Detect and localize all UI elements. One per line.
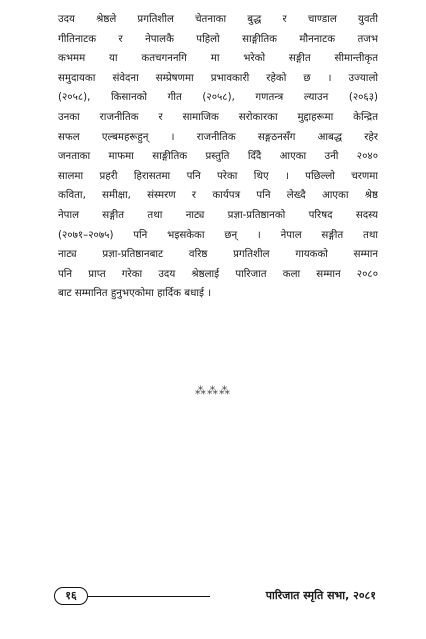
body-line: सालमा प्रहरी हिरासतमा पनि परेका थिए । पछिल्लो चरणमा (58, 170, 378, 182)
page-footer (54, 587, 374, 609)
body-line: उदय श्रेष्ठले प्रगतिशील चेतनाका बुद्ध र चाण्डाल युवती (58, 14, 378, 25)
body-line: बाट सम्मानित हुनुभएकोमा हार्दिक बधाई । (58, 288, 212, 300)
body-line: नेपाल सङ्गीत तथा नाट्य प्रज्ञा-प्रतिष्ठानको परिषद सदस्य (58, 209, 378, 221)
body-line: गीतिनाटक र नेपालकै पहिलो साङ्गीतिक मौननाटक तजभ (58, 33, 378, 45)
body-line: पनि प्राप्त गरेका उदय श्रेष्ठलाई पारिजात कला सम्मान २०८० (58, 268, 378, 280)
page-number: १६ (54, 587, 88, 605)
section-ornament: ⁂⁂⁂ (195, 384, 231, 397)
body-line: कविता, समीक्षा, संस्मरण र कार्यपत्र पनि लेख्दै आएका श्रेष्ठ (58, 190, 378, 202)
body-line: (२०७१–२०७५) पनि भइसकेका छन् । नेपाल सङ्गीत तथा (58, 229, 378, 241)
body-line: समुदायका संवेदना सम्प्रेषणमा प्रभावकारी रहेको छ । उज्यालो (58, 72, 378, 84)
body-line: उनका राजनीतिक र सामाजिक सरोकारका मुद्दाहरूमा केन्द्रित (58, 111, 378, 123)
body-line: जनताका माफमा साङ्गीतिक प्रस्तुति दिँदै आएका उनी २०४० (58, 151, 378, 163)
body-line: सफल एल्बमहरूहुन् । राजनीतिक सङ्गठनसँग आबद्ध रहेर (58, 131, 378, 143)
article-body (58, 10, 378, 304)
body-line: नाट्य प्रज्ञा-प्रतिष्ठानबाट वरिष्ठ प्रगतिशील गायकको सम्मान (58, 249, 378, 261)
footer-divider (88, 596, 210, 597)
footer-title: पारिजात स्मृति सभा, २०८१ (265, 589, 376, 602)
body-line: (२०५८), किसानको गीत (२०५८), गणतन्त्र ल्याउन (२०६३) (58, 92, 378, 104)
body-line: कभमम या कतचगननगि मा भरेको सङ्गीत सीमान्तीकृत (58, 53, 378, 65)
